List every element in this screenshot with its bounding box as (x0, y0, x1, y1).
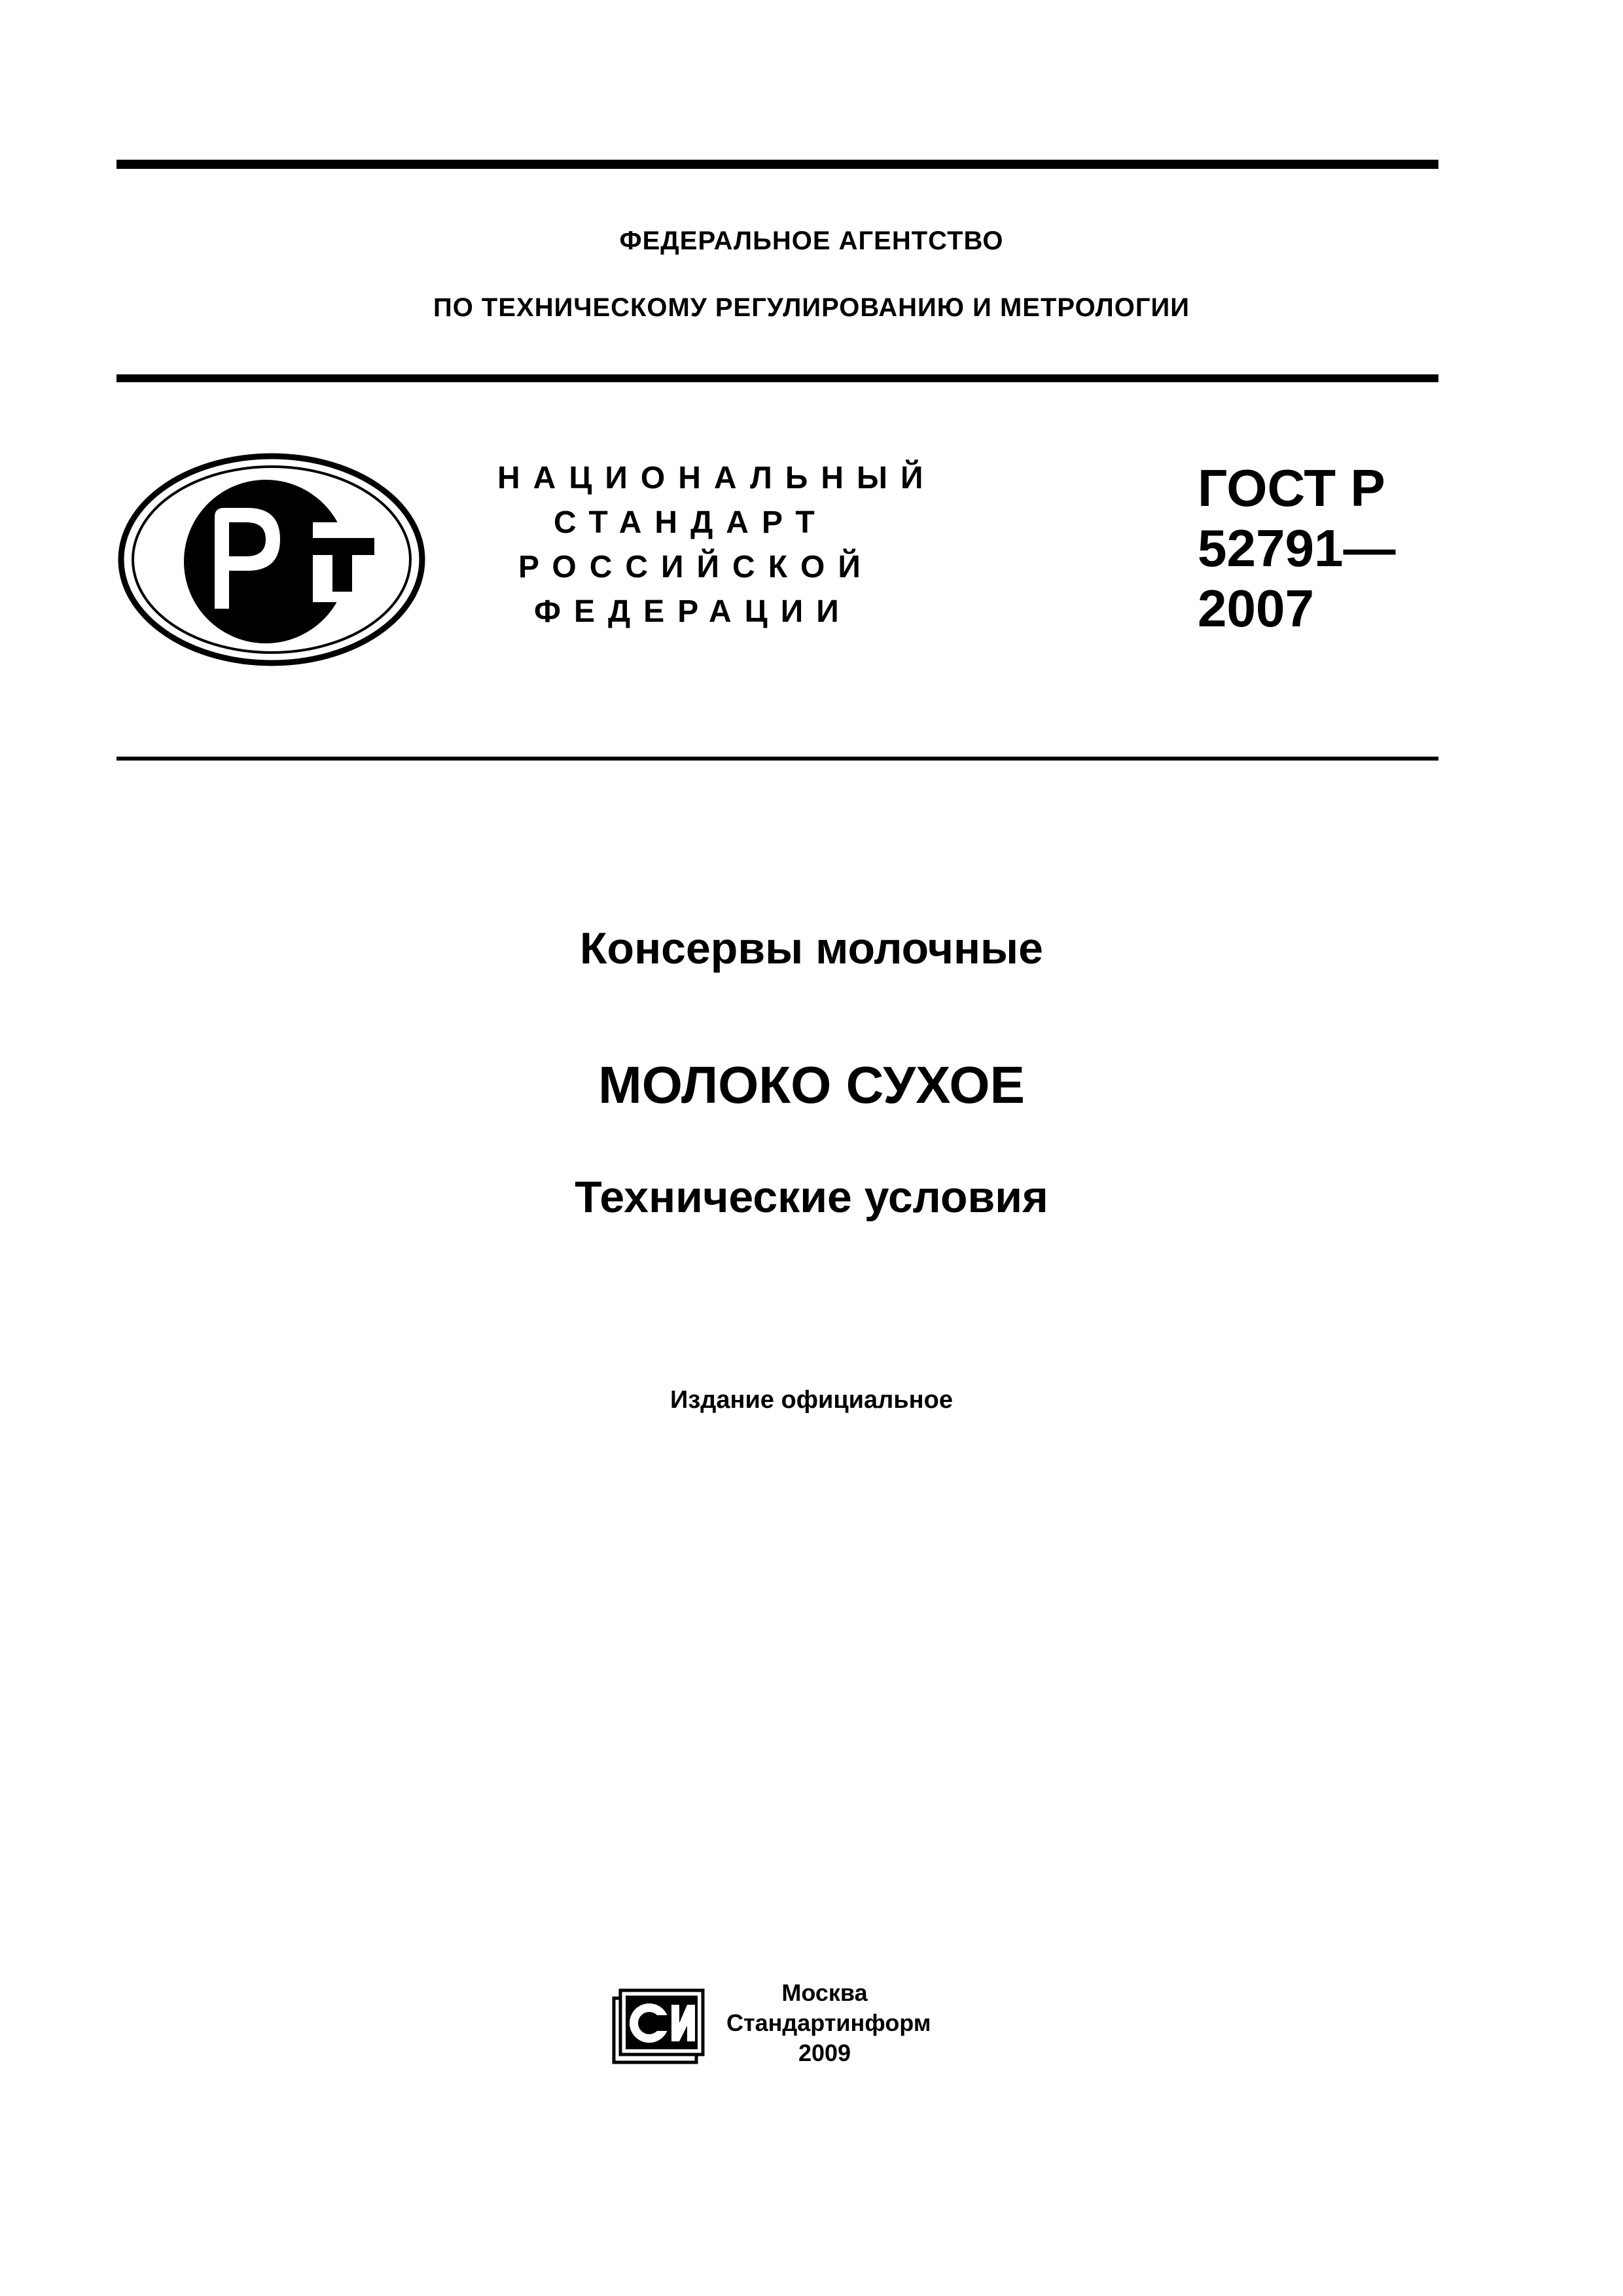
publisher-block (726, 1978, 931, 2068)
header-rule (116, 374, 1438, 382)
document-subtitle: Технические условия (575, 1172, 1048, 1222)
gost-designation (1198, 458, 1395, 639)
national-line-2: СТАНДАРТ (554, 505, 828, 540)
agency-line-1: ФЕДЕРАЛЬНОЕ АГЕНТСТВО (619, 226, 1004, 255)
gost-line-3: 2007 (1198, 579, 1314, 637)
document-title: МОЛОКО СУХОЕ (598, 1056, 1025, 1114)
national-standard-label (497, 456, 942, 634)
standard-rule (116, 757, 1438, 761)
agency-line-2: ПО ТЕХНИЧЕСКОМУ РЕГУЛИРОВАНИЮ И МЕТРОЛОГИИ (433, 293, 1190, 322)
national-line-4: ФЕДЕРАЦИИ (534, 594, 852, 629)
publisher-name: Стандартинформ (726, 2009, 931, 2036)
edition-label: Издание официальное (670, 1386, 953, 1414)
publisher-year: 2009 (798, 2039, 851, 2066)
document-category: Консервы молочные (580, 924, 1043, 973)
national-line-1: НАЦИОНАЛЬНЫЙ (497, 461, 936, 495)
rst-logo-icon (116, 452, 427, 668)
top-rule (116, 160, 1438, 169)
gost-line-1: ГОСТ Р (1198, 459, 1385, 517)
gost-line-2: 52791— (1198, 519, 1396, 577)
standartinform-logo-icon (609, 1986, 707, 2065)
national-line-3: РОССИЙСКОЙ (518, 550, 874, 584)
publisher-city: Москва (781, 1979, 868, 2006)
